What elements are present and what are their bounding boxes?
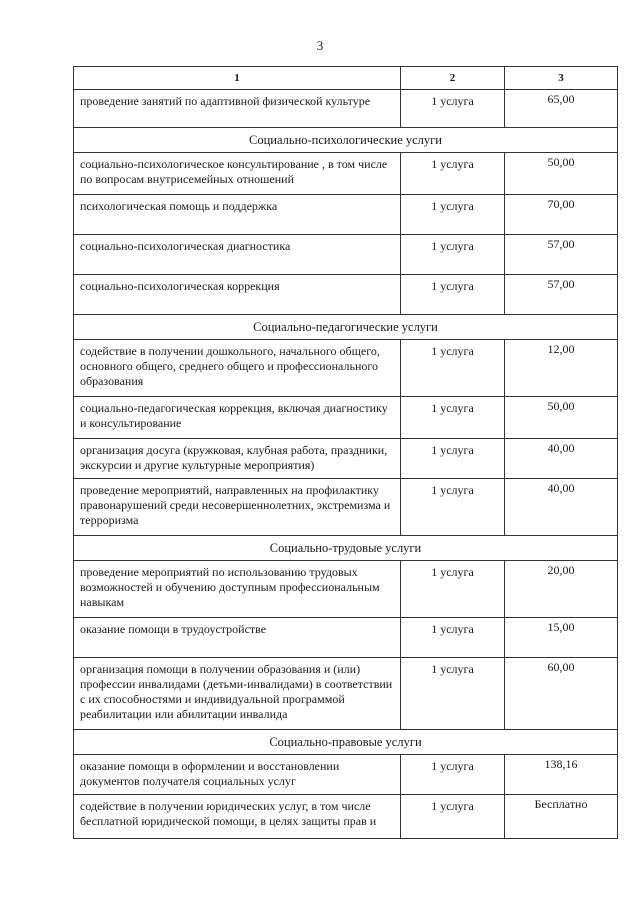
section-title: Социально-психологические услуги: [74, 128, 618, 153]
service-row: [74, 795, 618, 839]
service-name: социально-психологическая коррекция: [74, 275, 401, 315]
services-tariff-table: [73, 66, 618, 839]
service-row: [74, 397, 618, 439]
section-title: Социально-педагогические услуги: [74, 315, 618, 340]
service-price: 12,00: [505, 340, 618, 397]
service-name: психологическая помощь и поддержка: [74, 195, 401, 235]
service-name: проведение мероприятий по использованию трудовых возможностей и обучению доступным профессиональным навыкам: [74, 561, 401, 618]
service-unit: 1 услуга: [401, 90, 505, 128]
header-col-3: 3: [505, 67, 618, 90]
section-title: Социально-правовые услуги: [74, 730, 618, 755]
service-price: 40,00: [505, 439, 618, 479]
service-name: проведение занятий по адаптивной физической культуре: [74, 90, 401, 128]
service-name: социально-психологическая диагностика: [74, 235, 401, 275]
header-col-1: 1: [74, 67, 401, 90]
service-row: [74, 340, 618, 397]
service-price: 57,00: [505, 235, 618, 275]
service-price: 138,16: [505, 755, 618, 795]
service-unit: 1 услуга: [401, 275, 505, 315]
table-body: [74, 67, 618, 839]
service-price: 20,00: [505, 561, 618, 618]
service-price: 15,00: [505, 618, 618, 658]
section-title: Социально-трудовые услуги: [74, 536, 618, 561]
service-name: организация помощи в получении образования и (или) профессии инвалидами (детьми-инвалидами) в соответствии с их способностями и индивидуальной программой реабилитации или абилитации инвалида: [74, 658, 401, 730]
service-unit: 1 услуга: [401, 658, 505, 730]
service-name: социально-педагогическая коррекция, включая диагностику и консультирование: [74, 397, 401, 439]
service-row: [74, 153, 618, 195]
service-row: [74, 658, 618, 730]
service-row: [74, 275, 618, 315]
service-row: [74, 561, 618, 618]
service-unit: 1 услуга: [401, 561, 505, 618]
service-unit: 1 услуга: [401, 195, 505, 235]
service-unit: 1 услуга: [401, 755, 505, 795]
service-price: 60,00: [505, 658, 618, 730]
service-row: [74, 195, 618, 235]
service-row: [74, 90, 618, 128]
service-unit: 1 услуга: [401, 479, 505, 536]
service-price: 50,00: [505, 397, 618, 439]
section-header-row: [74, 128, 618, 153]
service-price: 65,00: [505, 90, 618, 128]
service-name: оказание помощи в трудоустройстве: [74, 618, 401, 658]
service-name: проведение мероприятий, направленных на профилактику правонарушений среди несовершеннолетних, экстремизма и терроризма: [74, 479, 401, 536]
service-unit: 1 услуга: [401, 795, 505, 839]
service-row: [74, 439, 618, 479]
service-unit: 1 услуга: [401, 153, 505, 195]
section-header-row: [74, 315, 618, 340]
table-header-row: [74, 67, 618, 90]
service-row: [74, 755, 618, 795]
page-number: 3: [316, 38, 324, 53]
service-price: 50,00: [505, 153, 618, 195]
section-header-row: [74, 536, 618, 561]
service-name: содействие в получении юридических услуг, в том числе бесплатной юридической помощи, в целях защиты прав и: [74, 795, 401, 839]
service-name: организация досуга (кружковая, клубная работа, праздники, экскурсии и другие культурные мероприятия): [74, 439, 401, 479]
service-row: [74, 618, 618, 658]
service-unit: 1 услуга: [401, 618, 505, 658]
service-name: оказание помощи в оформлении и восстановлении документов получателя социальных услуг: [74, 755, 401, 795]
service-price: 40,00: [505, 479, 618, 536]
service-name: социально-психологическое консультирование , в том числе по вопросам внутрисемейных отношений: [74, 153, 401, 195]
section-header-row: [74, 730, 618, 755]
service-price: 57,00: [505, 275, 618, 315]
service-price: Бесплатно: [505, 795, 618, 839]
service-row: [74, 235, 618, 275]
service-unit: 1 услуга: [401, 340, 505, 397]
header-col-2: 2: [401, 67, 505, 90]
service-name: содействие в получении дошкольного, начального общего, основного общего, среднего общего и профессионального образования: [74, 340, 401, 397]
service-unit: 1 услуга: [401, 397, 505, 439]
service-unit: 1 услуга: [401, 439, 505, 479]
service-price: 70,00: [505, 195, 618, 235]
service-row: [74, 479, 618, 536]
service-unit: 1 услуга: [401, 235, 505, 275]
